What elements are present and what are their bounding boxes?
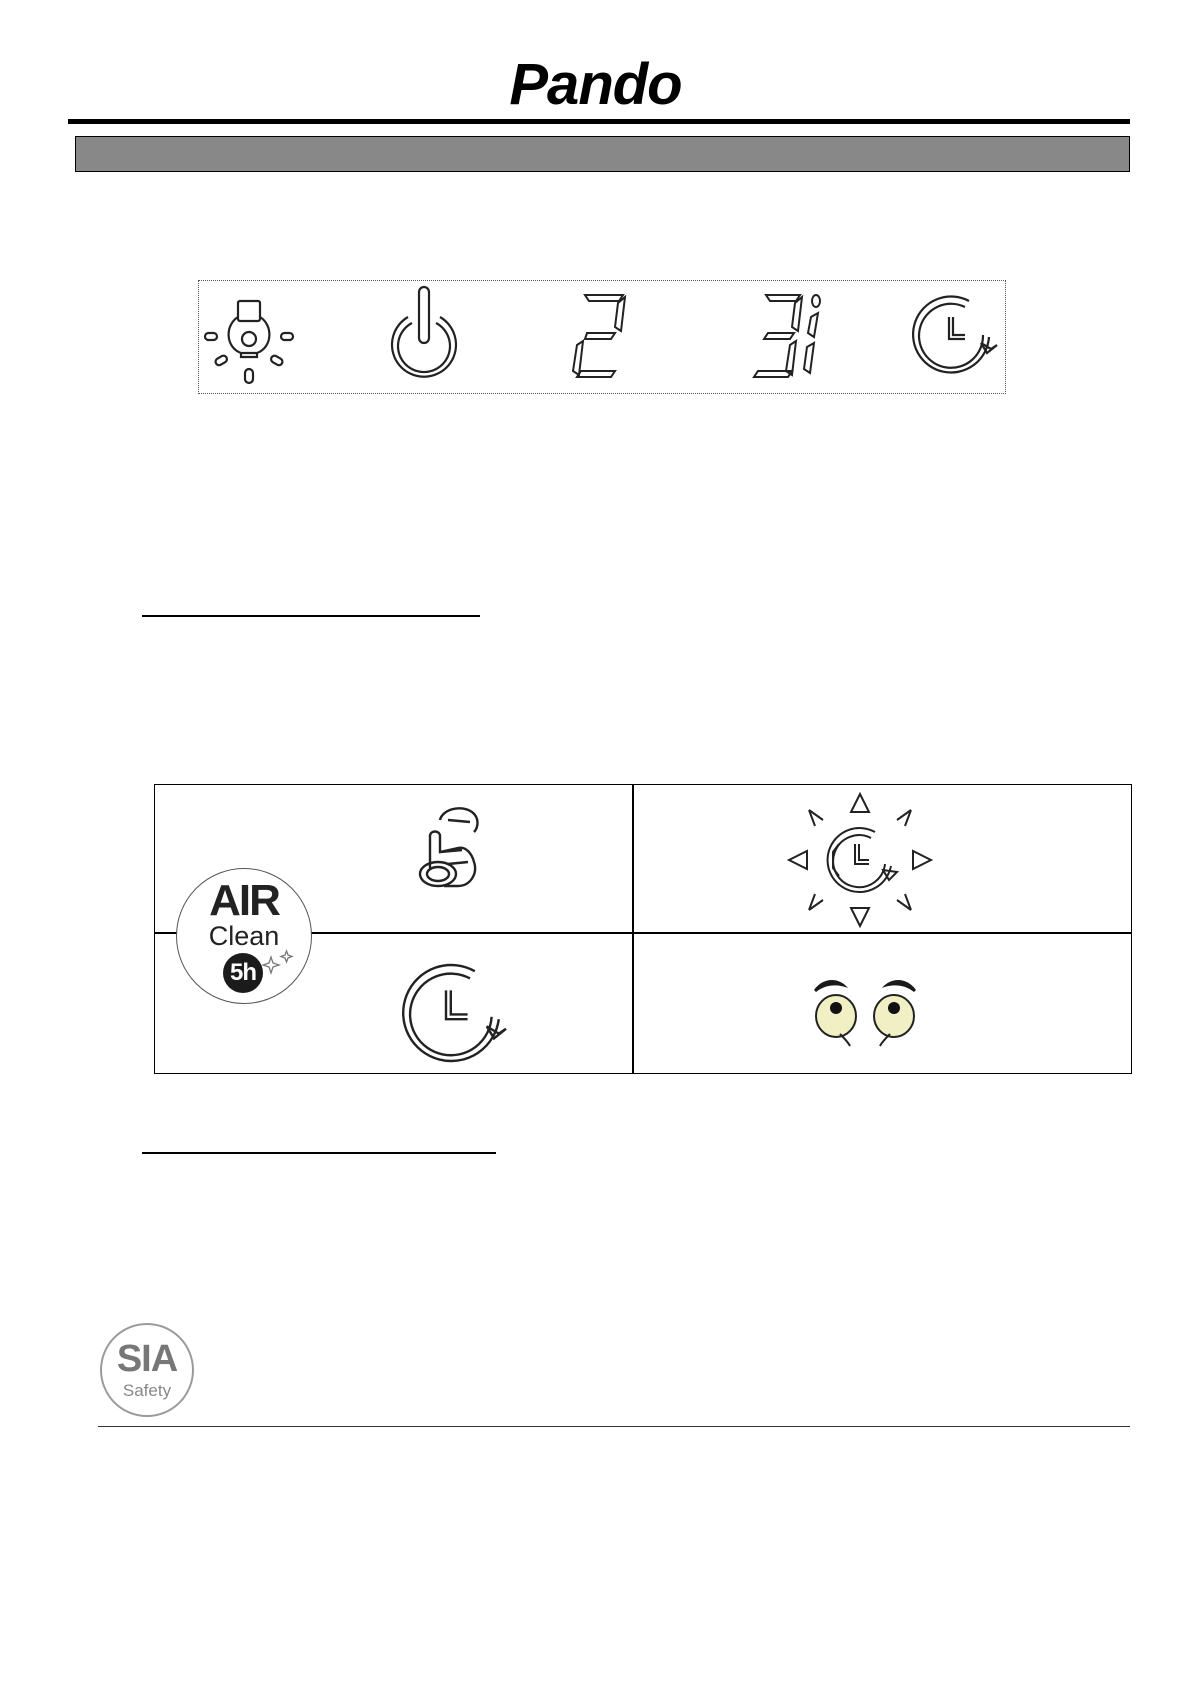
seal-text-safety: Safety bbox=[122, 1381, 172, 1400]
timer-icon bbox=[907, 283, 1007, 383]
power-icon bbox=[374, 283, 474, 383]
footer-rule bbox=[98, 1426, 1130, 1427]
brand-logo: Pando bbox=[509, 52, 682, 117]
badge-clean-text: Clean bbox=[208, 921, 280, 951]
sparkle-icon bbox=[261, 949, 301, 979]
seal-text-sia: SIA bbox=[116, 1338, 178, 1380]
control-panel-diagram bbox=[198, 280, 1006, 394]
section-heading-underline bbox=[142, 615, 480, 617]
air-clean-badge bbox=[176, 868, 312, 1004]
section-title-bar bbox=[75, 136, 1130, 172]
section-heading-underline bbox=[142, 1152, 496, 1154]
badge-air-text: AIR bbox=[209, 876, 279, 925]
timer-icon bbox=[398, 952, 518, 1072]
speed-digit-icon bbox=[559, 287, 639, 387]
press-finger-icon bbox=[408, 802, 498, 902]
header-rule bbox=[68, 119, 1130, 124]
eyes-icon bbox=[810, 970, 920, 1050]
turbo-digit-icon bbox=[744, 287, 834, 387]
table-divider-vertical bbox=[632, 784, 634, 1074]
badge-hours: 5h bbox=[223, 953, 263, 993]
sia-safety-seal bbox=[100, 1323, 194, 1417]
blinking-timer-icon bbox=[785, 790, 935, 930]
light-icon bbox=[201, 287, 301, 387]
